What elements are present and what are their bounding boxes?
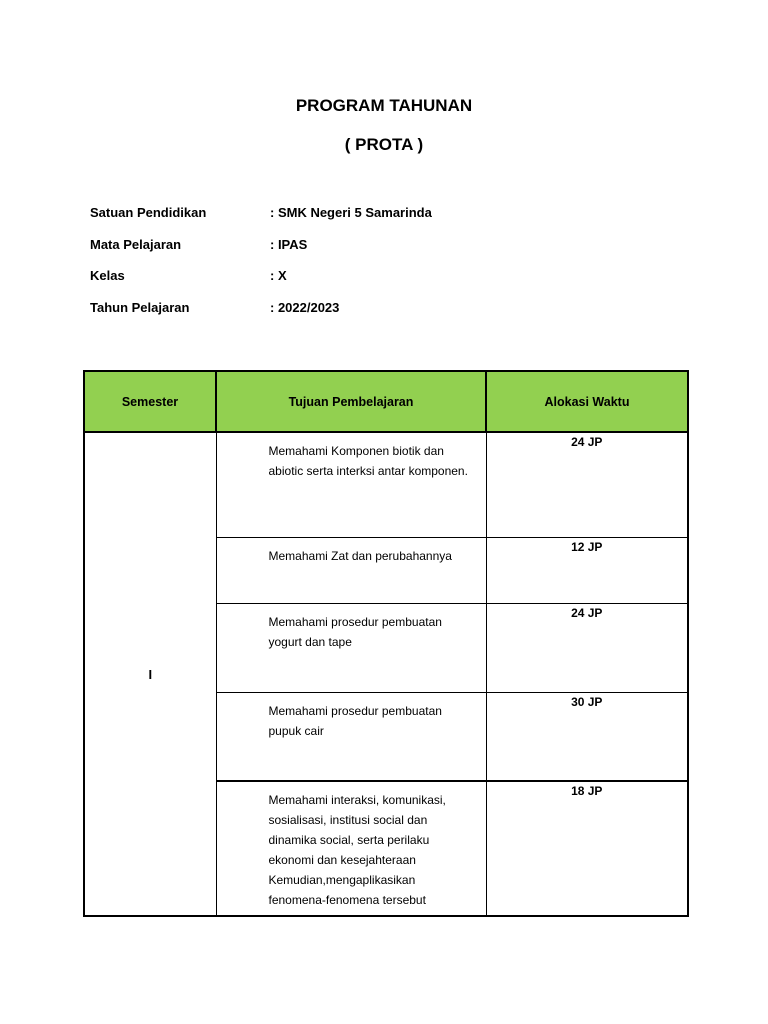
document-title: PROGRAM TAHUNAN [295, 96, 473, 115]
header-semester: Semester [84, 371, 216, 432]
meta-label: Kelas [90, 268, 125, 284]
tujuan-cell: Memahami prosedur pembuatan pupuk cair [216, 692, 486, 781]
meta-value: : X [270, 268, 287, 284]
meta-label: Satuan Pendidikan [90, 205, 207, 220]
header-tujuan: Tujuan Pembelajaran [216, 371, 486, 432]
table-row [84, 432, 688, 537]
meta-value: : IPAS [270, 236, 308, 252]
alokasi-cell: 30 JP [486, 692, 688, 781]
tujuan-cell: Memahami prosedur pembuatan yogurt dan tape [216, 603, 486, 692]
alokasi-cell: 18 JP [486, 781, 688, 916]
document-subtitle: ( PROTA ) [344, 135, 424, 154]
tujuan-cell: Memahami Komponen biotik dan abiotic serta interksi antar komponen. [216, 432, 486, 537]
meta-label: Tahun Pelajaran [90, 299, 190, 315]
alokasi-cell: 24 JP [486, 432, 688, 537]
semester-cell: I [84, 432, 216, 916]
header-alokasi: Alokasi Waktu [486, 371, 688, 432]
tujuan-cell: Memahami interaksi, komunikasi, sosialisasi, institusi social dan dinamika social, serta perilaku ekonomi dan kesejahteraan Kemudian,mengaplikasikan fenomena-fenomena tersebut [216, 781, 486, 916]
meta-value: : 2022/2023 [270, 299, 340, 315]
tujuan-cell: Memahami Zat dan perubahannya [216, 537, 486, 603]
table-header-row [84, 371, 688, 432]
alokasi-cell: 24 JP [486, 603, 688, 692]
meta-label: Mata Pelajaran [90, 236, 182, 252]
alokasi-cell: 12 JP [486, 537, 688, 603]
prota-table [83, 370, 689, 917]
meta-value: : SMK Negeri 5 Samarinda [270, 205, 432, 220]
